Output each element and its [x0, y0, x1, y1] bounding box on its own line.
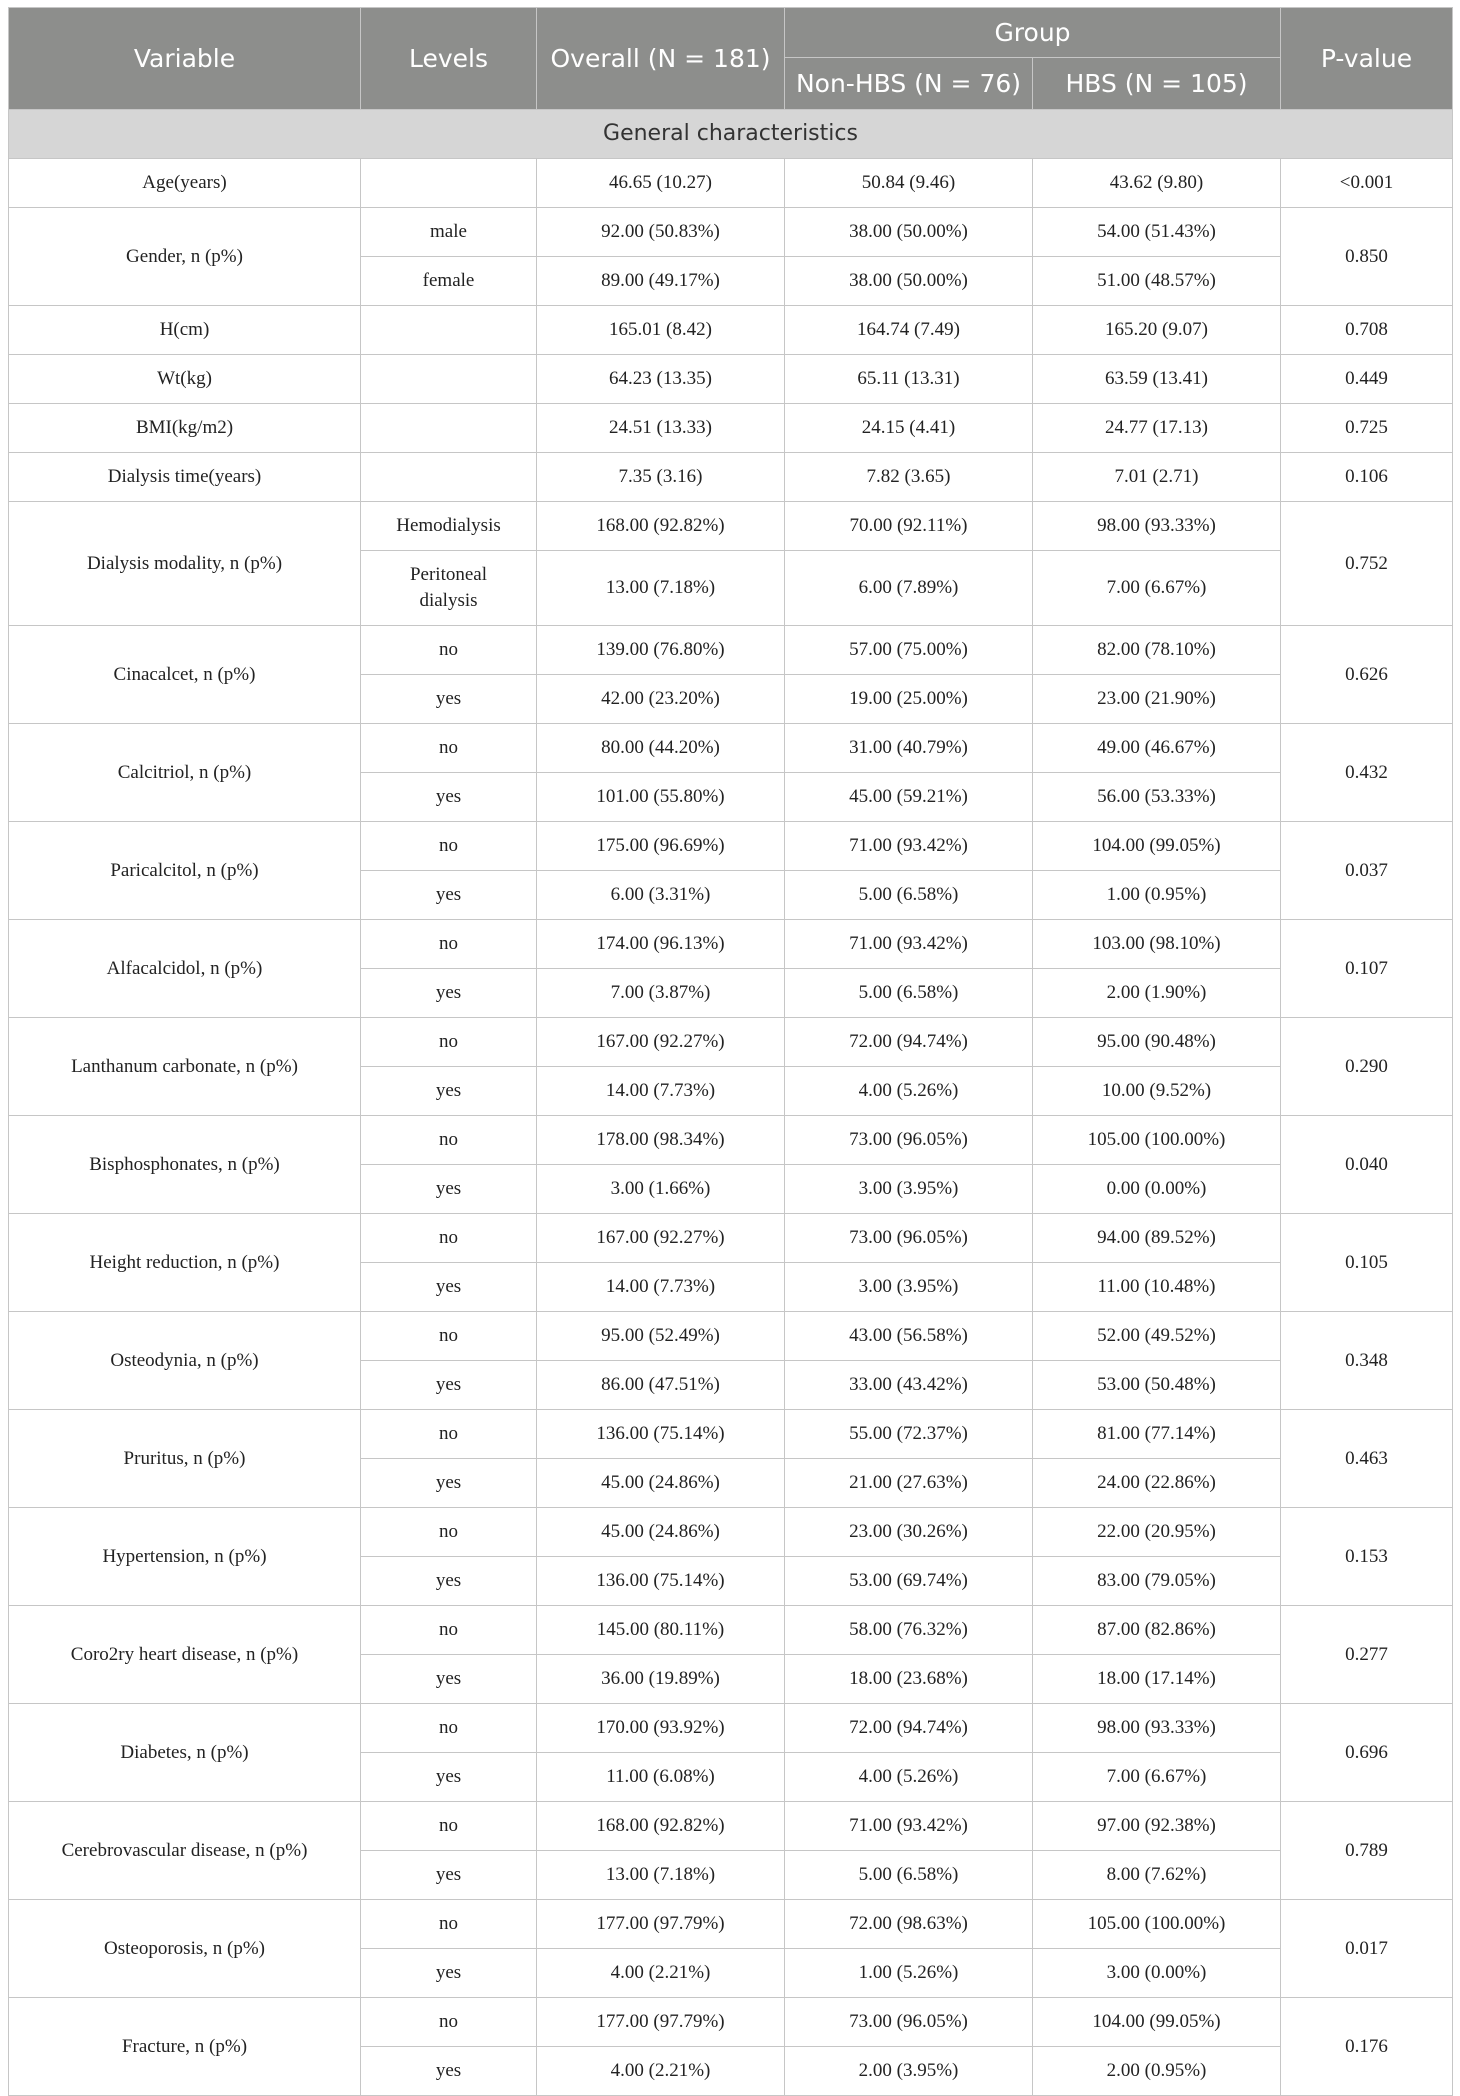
pvalue-cell: 0.153	[1281, 1508, 1453, 1606]
variable-cell: Calcitriol, n (p%)	[9, 724, 361, 822]
table-row	[9, 1900, 1453, 1949]
nonhbs-cell: 71.00 (93.42%)	[785, 1802, 1033, 1851]
table-row	[9, 404, 1453, 453]
level-cell: yes	[361, 1165, 537, 1214]
table-row	[9, 1998, 1453, 2047]
variable-cell: Alfacalcidol, n (p%)	[9, 920, 361, 1018]
hbs-cell: 7.00 (6.67%)	[1033, 551, 1281, 626]
level-cell: male	[361, 208, 537, 257]
overall-cell: 86.00 (47.51%)	[537, 1361, 785, 1410]
variable-cell: Paricalcitol, n (p%)	[9, 822, 361, 920]
overall-cell: 170.00 (93.92%)	[537, 1704, 785, 1753]
hbs-cell: 104.00 (99.05%)	[1033, 822, 1281, 871]
pvalue-cell: 0.348	[1281, 1312, 1453, 1410]
overall-cell: 4.00 (2.21%)	[537, 2047, 785, 2096]
pvalue-cell: 0.290	[1281, 1018, 1453, 1116]
hbs-cell: 7.01 (2.71)	[1033, 453, 1281, 502]
nonhbs-cell: 33.00 (43.42%)	[785, 1361, 1033, 1410]
overall-cell: 92.00 (50.83%)	[537, 208, 785, 257]
variable-cell: Gender, n (p%)	[9, 208, 361, 306]
hbs-cell: 52.00 (49.52%)	[1033, 1312, 1281, 1361]
hbs-cell: 63.59 (13.41)	[1033, 355, 1281, 404]
pvalue-cell: 0.277	[1281, 1606, 1453, 1704]
hbs-cell: 95.00 (90.48%)	[1033, 1018, 1281, 1067]
overall-cell: 101.00 (55.80%)	[537, 773, 785, 822]
level-cell: female	[361, 257, 537, 306]
nonhbs-cell: 2.00 (3.95%)	[785, 2047, 1033, 2096]
overall-cell: 42.00 (23.20%)	[537, 675, 785, 724]
nonhbs-cell: 55.00 (72.37%)	[785, 1410, 1033, 1459]
table-header	[9, 8, 1453, 110]
table-body	[9, 110, 1453, 2096]
overall-cell: 136.00 (75.14%)	[537, 1410, 785, 1459]
nonhbs-cell: 43.00 (56.58%)	[785, 1312, 1033, 1361]
variable-cell: Osteodynia, n (p%)	[9, 1312, 361, 1410]
nonhbs-cell: 1.00 (5.26%)	[785, 1949, 1033, 1998]
level-cell: no	[361, 1606, 537, 1655]
overall-cell: 45.00 (24.86%)	[537, 1508, 785, 1557]
overall-cell: 80.00 (44.20%)	[537, 724, 785, 773]
table-row	[9, 1116, 1453, 1165]
level-cell: yes	[361, 969, 537, 1018]
hbs-cell: 2.00 (1.90%)	[1033, 969, 1281, 1018]
overall-cell: 136.00 (75.14%)	[537, 1557, 785, 1606]
hbs-cell: 8.00 (7.62%)	[1033, 1851, 1281, 1900]
overall-cell: 11.00 (6.08%)	[537, 1753, 785, 1802]
overall-cell: 14.00 (7.73%)	[537, 1067, 785, 1116]
nonhbs-cell: 58.00 (76.32%)	[785, 1606, 1033, 1655]
level-cell: yes	[361, 1851, 537, 1900]
nonhbs-cell: 71.00 (93.42%)	[785, 920, 1033, 969]
level-cell: yes	[361, 1949, 537, 1998]
overall-cell: 24.51 (13.33)	[537, 404, 785, 453]
nonhbs-cell: 3.00 (3.95%)	[785, 1263, 1033, 1312]
hbs-cell: 98.00 (93.33%)	[1033, 1704, 1281, 1753]
hbs-cell: 105.00 (100.00%)	[1033, 1116, 1281, 1165]
header-variable: Variable	[9, 8, 361, 110]
hbs-cell: 56.00 (53.33%)	[1033, 773, 1281, 822]
variable-cell: Coro2ry heart disease, n (p%)	[9, 1606, 361, 1704]
hbs-cell: 54.00 (51.43%)	[1033, 208, 1281, 257]
hbs-cell: 1.00 (0.95%)	[1033, 871, 1281, 920]
hbs-cell: 53.00 (50.48%)	[1033, 1361, 1281, 1410]
variable-cell: Dialysis modality, n (p%)	[9, 502, 361, 626]
overall-cell: 89.00 (49.17%)	[537, 257, 785, 306]
pvalue-cell: 0.037	[1281, 822, 1453, 920]
pvalue-cell: 0.105	[1281, 1214, 1453, 1312]
variable-cell: Cerebrovascular disease, n (p%)	[9, 1802, 361, 1900]
nonhbs-cell: 45.00 (59.21%)	[785, 773, 1033, 822]
variable-cell: Hypertension, n (p%)	[9, 1508, 361, 1606]
pvalue-cell: 0.176	[1281, 1998, 1453, 2096]
level-cell: no	[361, 1410, 537, 1459]
hbs-cell: 98.00 (93.33%)	[1033, 502, 1281, 551]
variable-cell: Fracture, n (p%)	[9, 1998, 361, 2096]
pvalue-cell: <0.001	[1281, 159, 1453, 208]
level-cell: yes	[361, 1557, 537, 1606]
table-row	[9, 355, 1453, 404]
level-cell: yes	[361, 1067, 537, 1116]
nonhbs-cell: 65.11 (13.31)	[785, 355, 1033, 404]
level-cell: yes	[361, 1753, 537, 1802]
overall-cell: 4.00 (2.21%)	[537, 1949, 785, 1998]
section-row	[9, 110, 1453, 159]
table-row	[9, 502, 1453, 551]
nonhbs-cell: 73.00 (96.05%)	[785, 1214, 1033, 1263]
level-cell: no	[361, 1508, 537, 1557]
variable-cell: Height reduction, n (p%)	[9, 1214, 361, 1312]
nonhbs-cell: 71.00 (93.42%)	[785, 822, 1033, 871]
hbs-cell: 83.00 (79.05%)	[1033, 1557, 1281, 1606]
table-row	[9, 453, 1453, 502]
nonhbs-cell: 4.00 (5.26%)	[785, 1753, 1033, 1802]
table-row	[9, 1214, 1453, 1263]
hbs-cell: 81.00 (77.14%)	[1033, 1410, 1281, 1459]
hbs-cell: 165.20 (9.07)	[1033, 306, 1281, 355]
variable-cell: H(cm)	[9, 306, 361, 355]
table-row	[9, 159, 1453, 208]
level-cell: no	[361, 1312, 537, 1361]
header-group: Group	[785, 8, 1281, 58]
level-cell: yes	[361, 773, 537, 822]
pvalue-cell: 0.708	[1281, 306, 1453, 355]
overall-cell: 168.00 (92.82%)	[537, 502, 785, 551]
level-cell: no	[361, 920, 537, 969]
overall-cell: 46.65 (10.27)	[537, 159, 785, 208]
hbs-cell: 43.62 (9.80)	[1033, 159, 1281, 208]
hbs-cell: 10.00 (9.52%)	[1033, 1067, 1281, 1116]
nonhbs-cell: 23.00 (30.26%)	[785, 1508, 1033, 1557]
table-row	[9, 724, 1453, 773]
level-cell	[361, 404, 537, 453]
header-nonhbs: Non-HBS (N = 76)	[785, 58, 1033, 110]
hbs-cell: 103.00 (98.10%)	[1033, 920, 1281, 969]
overall-cell: 14.00 (7.73%)	[537, 1263, 785, 1312]
level-cell: yes	[361, 871, 537, 920]
table-row	[9, 306, 1453, 355]
table-row	[9, 1508, 1453, 1557]
nonhbs-cell: 164.74 (7.49)	[785, 306, 1033, 355]
variable-cell: Lanthanum carbonate, n (p%)	[9, 1018, 361, 1116]
table-row	[9, 1606, 1453, 1655]
overall-cell: 13.00 (7.18%)	[537, 1851, 785, 1900]
nonhbs-cell: 73.00 (96.05%)	[785, 1998, 1033, 2047]
pvalue-cell: 0.626	[1281, 626, 1453, 724]
nonhbs-cell: 24.15 (4.41)	[785, 404, 1033, 453]
level-cell: no	[361, 1214, 537, 1263]
overall-cell: 7.00 (3.87%)	[537, 969, 785, 1018]
pvalue-cell: 0.789	[1281, 1802, 1453, 1900]
table-row	[9, 1704, 1453, 1753]
nonhbs-cell: 53.00 (69.74%)	[785, 1557, 1033, 1606]
nonhbs-cell: 6.00 (7.89%)	[785, 551, 1033, 626]
nonhbs-cell: 50.84 (9.46)	[785, 159, 1033, 208]
overall-cell: 145.00 (80.11%)	[537, 1606, 785, 1655]
level-cell: yes	[361, 1361, 537, 1410]
table-row	[9, 1312, 1453, 1361]
level-cell: no	[361, 1704, 537, 1753]
header-pvalue: P-value	[1281, 8, 1453, 110]
hbs-cell: 104.00 (99.05%)	[1033, 1998, 1281, 2047]
nonhbs-cell: 31.00 (40.79%)	[785, 724, 1033, 773]
variable-cell: BMI(kg/m2)	[9, 404, 361, 453]
pvalue-cell: 0.696	[1281, 1704, 1453, 1802]
hbs-cell: 0.00 (0.00%)	[1033, 1165, 1281, 1214]
level-cell: no	[361, 1802, 537, 1851]
table-row	[9, 208, 1453, 257]
table-row	[9, 1410, 1453, 1459]
variable-cell: Pruritus, n (p%)	[9, 1410, 361, 1508]
pvalue-cell: 0.752	[1281, 502, 1453, 626]
hbs-cell: 2.00 (0.95%)	[1033, 2047, 1281, 2096]
nonhbs-cell: 72.00 (98.63%)	[785, 1900, 1033, 1949]
nonhbs-cell: 21.00 (27.63%)	[785, 1459, 1033, 1508]
hbs-cell: 23.00 (21.90%)	[1033, 675, 1281, 724]
hbs-cell: 105.00 (100.00%)	[1033, 1900, 1281, 1949]
section-title: General characteristics	[9, 110, 1453, 159]
level-cell	[361, 159, 537, 208]
variable-cell: Dialysis time(years)	[9, 453, 361, 502]
pvalue-cell: 0.432	[1281, 724, 1453, 822]
table-row	[9, 920, 1453, 969]
hbs-cell: 18.00 (17.14%)	[1033, 1655, 1281, 1704]
variable-cell: Wt(kg)	[9, 355, 361, 404]
overall-cell: 167.00 (92.27%)	[537, 1018, 785, 1067]
overall-cell: 177.00 (97.79%)	[537, 1900, 785, 1949]
level-cell: yes	[361, 675, 537, 724]
level-cell: no	[361, 724, 537, 773]
level-cell: no	[361, 626, 537, 675]
table-row	[9, 626, 1453, 675]
header-levels: Levels	[361, 8, 537, 110]
level-cell: Peritoneal dialysis	[361, 551, 537, 626]
nonhbs-cell: 72.00 (94.74%)	[785, 1704, 1033, 1753]
characteristics-table	[8, 7, 1453, 2096]
nonhbs-cell: 5.00 (6.58%)	[785, 871, 1033, 920]
overall-cell: 167.00 (92.27%)	[537, 1214, 785, 1263]
hbs-cell: 24.00 (22.86%)	[1033, 1459, 1281, 1508]
overall-cell: 64.23 (13.35)	[537, 355, 785, 404]
hbs-cell: 49.00 (46.67%)	[1033, 724, 1281, 773]
header-overall: Overall (N = 181)	[537, 8, 785, 110]
level-cell: yes	[361, 1655, 537, 1704]
pvalue-cell: 0.725	[1281, 404, 1453, 453]
pvalue-cell: 0.463	[1281, 1410, 1453, 1508]
hbs-cell: 22.00 (20.95%)	[1033, 1508, 1281, 1557]
variable-cell: Bisphosphonates, n (p%)	[9, 1116, 361, 1214]
pvalue-cell: 0.107	[1281, 920, 1453, 1018]
hbs-cell: 3.00 (0.00%)	[1033, 1949, 1281, 1998]
nonhbs-cell: 73.00 (96.05%)	[785, 1116, 1033, 1165]
nonhbs-cell: 38.00 (50.00%)	[785, 208, 1033, 257]
nonhbs-cell: 7.82 (3.65)	[785, 453, 1033, 502]
level-cell	[361, 306, 537, 355]
nonhbs-cell: 57.00 (75.00%)	[785, 626, 1033, 675]
level-cell: Hemodialysis	[361, 502, 537, 551]
hbs-cell: 7.00 (6.67%)	[1033, 1753, 1281, 1802]
pvalue-cell: 0.106	[1281, 453, 1453, 502]
overall-cell: 165.01 (8.42)	[537, 306, 785, 355]
nonhbs-cell: 5.00 (6.58%)	[785, 1851, 1033, 1900]
level-cell	[361, 355, 537, 404]
variable-cell: Age(years)	[9, 159, 361, 208]
level-cell: no	[361, 1900, 537, 1949]
hbs-cell: 11.00 (10.48%)	[1033, 1263, 1281, 1312]
hbs-cell: 87.00 (82.86%)	[1033, 1606, 1281, 1655]
overall-cell: 177.00 (97.79%)	[537, 1998, 785, 2047]
variable-cell: Cinacalcet, n (p%)	[9, 626, 361, 724]
header-hbs: HBS (N = 105)	[1033, 58, 1281, 110]
pvalue-cell: 0.040	[1281, 1116, 1453, 1214]
overall-cell: 6.00 (3.31%)	[537, 871, 785, 920]
overall-cell: 3.00 (1.66%)	[537, 1165, 785, 1214]
level-cell: yes	[361, 1263, 537, 1312]
nonhbs-cell: 19.00 (25.00%)	[785, 675, 1033, 724]
hbs-cell: 97.00 (92.38%)	[1033, 1802, 1281, 1851]
nonhbs-cell: 72.00 (94.74%)	[785, 1018, 1033, 1067]
pvalue-cell: 0.017	[1281, 1900, 1453, 1998]
table-row	[9, 1802, 1453, 1851]
variable-cell: Diabetes, n (p%)	[9, 1704, 361, 1802]
hbs-cell: 24.77 (17.13)	[1033, 404, 1281, 453]
overall-cell: 168.00 (92.82%)	[537, 1802, 785, 1851]
overall-cell: 178.00 (98.34%)	[537, 1116, 785, 1165]
table-row	[9, 1018, 1453, 1067]
nonhbs-cell: 4.00 (5.26%)	[785, 1067, 1033, 1116]
nonhbs-cell: 3.00 (3.95%)	[785, 1165, 1033, 1214]
level-cell	[361, 453, 537, 502]
overall-cell: 139.00 (76.80%)	[537, 626, 785, 675]
level-cell: no	[361, 1116, 537, 1165]
overall-cell: 174.00 (96.13%)	[537, 920, 785, 969]
overall-cell: 36.00 (19.89%)	[537, 1655, 785, 1704]
nonhbs-cell: 38.00 (50.00%)	[785, 257, 1033, 306]
overall-cell: 7.35 (3.16)	[537, 453, 785, 502]
hbs-cell: 51.00 (48.57%)	[1033, 257, 1281, 306]
nonhbs-cell: 5.00 (6.58%)	[785, 969, 1033, 1018]
overall-cell: 45.00 (24.86%)	[537, 1459, 785, 1508]
level-cell: yes	[361, 1459, 537, 1508]
level-cell: yes	[361, 2047, 537, 2096]
hbs-cell: 94.00 (89.52%)	[1033, 1214, 1281, 1263]
level-cell: no	[361, 1998, 537, 2047]
overall-cell: 13.00 (7.18%)	[537, 551, 785, 626]
pvalue-cell: 0.850	[1281, 208, 1453, 306]
level-cell: no	[361, 822, 537, 871]
overall-cell: 175.00 (96.69%)	[537, 822, 785, 871]
nonhbs-cell: 70.00 (92.11%)	[785, 502, 1033, 551]
table-row	[9, 822, 1453, 871]
overall-cell: 95.00 (52.49%)	[537, 1312, 785, 1361]
hbs-cell: 82.00 (78.10%)	[1033, 626, 1281, 675]
pvalue-cell: 0.449	[1281, 355, 1453, 404]
level-cell: no	[361, 1018, 537, 1067]
variable-cell: Osteoporosis, n (p%)	[9, 1900, 361, 1998]
nonhbs-cell: 18.00 (23.68%)	[785, 1655, 1033, 1704]
